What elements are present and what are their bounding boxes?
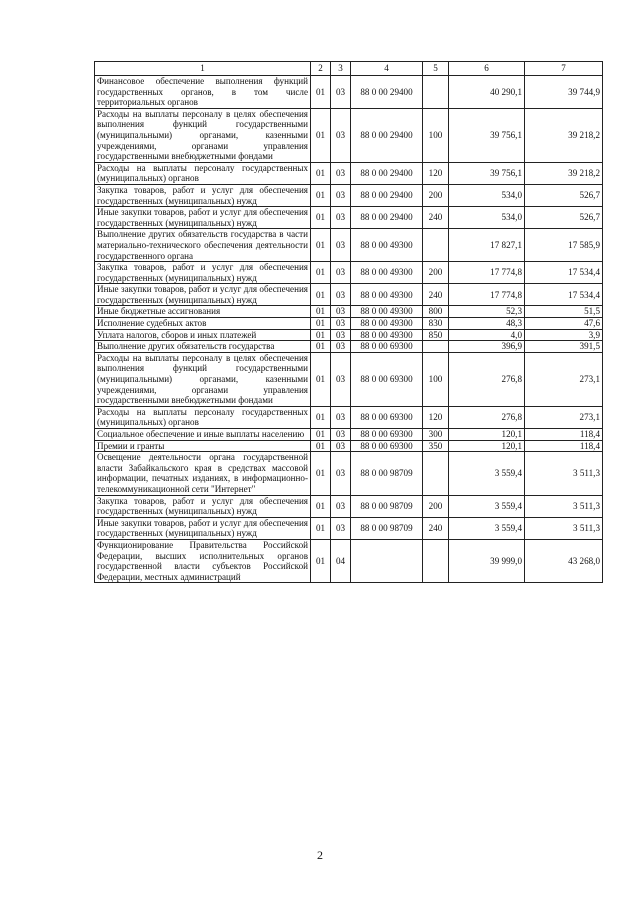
- subsection-code-cell: 03: [331, 329, 351, 341]
- target-article-cell: 88 0 00 29400: [351, 108, 423, 162]
- expense-type-cell: 200: [423, 262, 449, 284]
- header-cell: 5: [423, 62, 449, 76]
- row-name-cell: Выполнение других обязательств государства: [95, 341, 311, 353]
- row-name-cell: Закупка товаров, работ и услуг для обеспечения государственных (муниципальных) нужд: [95, 495, 311, 517]
- target-article-cell: 88 0 00 69300: [351, 406, 423, 428]
- subsection-code-cell: 03: [331, 341, 351, 353]
- amount-col7-cell: 3 511,3: [525, 495, 603, 517]
- row-name-cell: Расходы на выплаты персоналу государственных (муниципальных) органов: [95, 162, 311, 184]
- expense-type-cell: 240: [423, 517, 449, 539]
- expense-type-cell: [423, 341, 449, 353]
- row-name-cell: Иные бюджетные ассигнования: [95, 306, 311, 318]
- header-cell: 6: [449, 62, 525, 76]
- row-name-cell: Закупка товаров, работ и услуг для обеспечения государственных (муниципальных) нужд: [95, 184, 311, 206]
- amount-col6-cell: 39 756,1: [449, 162, 525, 184]
- page-number: 2: [317, 848, 323, 862]
- section-code-cell: 01: [311, 318, 331, 330]
- table-row: [95, 429, 603, 441]
- expense-type-cell: 800: [423, 306, 449, 318]
- target-article-cell: 88 0 00 69300: [351, 440, 423, 452]
- table-row: [95, 184, 603, 206]
- target-article-cell: 88 0 00 98709: [351, 495, 423, 517]
- target-article-cell: 88 0 00 69300: [351, 429, 423, 441]
- row-name-cell: Освещение деятельности органа государственной власти Забайкальского края в средствах массовой информации, печатных изданиях, в информационно-телекоммуникационной сети "Интернет": [95, 452, 311, 495]
- header-cell: 4: [351, 62, 423, 76]
- row-name-cell: Расходы на выплаты персоналу в целях обеспечения выполнения функций государственными (муниципальными) органами, казенными учреждениями, органами управления государственными внебюджетными фондами: [95, 108, 311, 162]
- table-row: [95, 329, 603, 341]
- section-code-cell: 01: [311, 517, 331, 539]
- amount-col6-cell: 48,3: [449, 318, 525, 330]
- table-row: [95, 539, 603, 582]
- table-row: [95, 207, 603, 229]
- target-article-cell: 88 0 00 29400: [351, 184, 423, 206]
- amount-col7-cell: 39 218,2: [525, 108, 603, 162]
- target-article-cell: 88 0 00 69300: [351, 341, 423, 353]
- amount-col7-cell: 17 534,4: [525, 284, 603, 306]
- subsection-code-cell: 03: [331, 429, 351, 441]
- expense-type-cell: [423, 229, 449, 262]
- section-code-cell: 01: [311, 495, 331, 517]
- target-article-cell: [351, 539, 423, 582]
- amount-col6-cell: 534,0: [449, 184, 525, 206]
- amount-col6-cell: 396,9: [449, 341, 525, 353]
- amount-col6-cell: 120,1: [449, 429, 525, 441]
- amount-col7-cell: 118,4: [525, 440, 603, 452]
- target-article-cell: 88 0 00 98709: [351, 452, 423, 495]
- amount-col6-cell: 52,3: [449, 306, 525, 318]
- amount-col7-cell: 526,7: [525, 184, 603, 206]
- target-article-cell: 88 0 00 49300: [351, 284, 423, 306]
- budget-table: [94, 61, 603, 583]
- subsection-code-cell: 03: [331, 76, 351, 109]
- header-cell: 2: [311, 62, 331, 76]
- subsection-code-cell: 03: [331, 184, 351, 206]
- subsection-code-cell: 04: [331, 539, 351, 582]
- expense-type-cell: [423, 76, 449, 109]
- table-row: [95, 284, 603, 306]
- amount-col6-cell: 17 774,8: [449, 262, 525, 284]
- section-code-cell: 01: [311, 207, 331, 229]
- row-name-cell: Выполнение других обязательств государства в части материально-технического обеспечения деятельности государственного органа: [95, 229, 311, 262]
- expense-type-cell: [423, 539, 449, 582]
- table-header-row: [95, 62, 603, 76]
- table-row: [95, 306, 603, 318]
- amount-col7-cell: 17 585,9: [525, 229, 603, 262]
- amount-col6-cell: 276,8: [449, 406, 525, 428]
- amount-col7-cell: 3 511,3: [525, 452, 603, 495]
- table-row: [95, 406, 603, 428]
- amount-col6-cell: 3 559,4: [449, 495, 525, 517]
- amount-col7-cell: 51,5: [525, 306, 603, 318]
- row-name-cell: Уплата налогов, сборов и иных платежей: [95, 329, 311, 341]
- table-row: [95, 495, 603, 517]
- section-code-cell: 01: [311, 108, 331, 162]
- amount-col6-cell: 17 827,1: [449, 229, 525, 262]
- amount-col6-cell: 276,8: [449, 352, 525, 406]
- section-code-cell: 01: [311, 406, 331, 428]
- subsection-code-cell: 03: [331, 284, 351, 306]
- section-code-cell: 01: [311, 262, 331, 284]
- amount-col7-cell: 39 218,2: [525, 162, 603, 184]
- subsection-code-cell: 03: [331, 262, 351, 284]
- table-row: [95, 341, 603, 353]
- section-code-cell: 01: [311, 341, 331, 353]
- row-name-cell: Финансовое обеспечение выполнения функций государственных органов, в том числе территориальных органов: [95, 76, 311, 109]
- subsection-code-cell: 03: [331, 495, 351, 517]
- section-code-cell: 01: [311, 76, 331, 109]
- expense-type-cell: 830: [423, 318, 449, 330]
- target-article-cell: 88 0 00 49300: [351, 329, 423, 341]
- expense-type-cell: 120: [423, 162, 449, 184]
- section-code-cell: 01: [311, 229, 331, 262]
- amount-col6-cell: 17 774,8: [449, 284, 525, 306]
- section-code-cell: 01: [311, 440, 331, 452]
- subsection-code-cell: 03: [331, 318, 351, 330]
- row-name-cell: Закупка товаров, работ и услуг для обеспечения государственных (муниципальных) нужд: [95, 262, 311, 284]
- row-name-cell: Социальное обеспечение и иные выплаты населению: [95, 429, 311, 441]
- section-code-cell: 01: [311, 306, 331, 318]
- amount-col7-cell: 3,9: [525, 329, 603, 341]
- amount-col7-cell: 17 534,4: [525, 262, 603, 284]
- table-row: [95, 262, 603, 284]
- target-article-cell: 88 0 00 49300: [351, 262, 423, 284]
- amount-col6-cell: 3 559,4: [449, 517, 525, 539]
- amount-col6-cell: 534,0: [449, 207, 525, 229]
- amount-col6-cell: 4,0: [449, 329, 525, 341]
- row-name-cell: Иные закупки товаров, работ и услуг для обеспечения государственных (муниципальных) нужд: [95, 284, 311, 306]
- subsection-code-cell: 03: [331, 162, 351, 184]
- row-name-cell: Функционирование Правительства Российской Федерации, высших исполнительных органов государственной власти субъектов Российской Федерации, местных администраций: [95, 539, 311, 582]
- subsection-code-cell: 03: [331, 229, 351, 262]
- section-code-cell: 01: [311, 429, 331, 441]
- amount-col6-cell: 39 999,0: [449, 539, 525, 582]
- expense-type-cell: 120: [423, 406, 449, 428]
- expense-type-cell: 100: [423, 352, 449, 406]
- expense-type-cell: 850: [423, 329, 449, 341]
- table-row: [95, 452, 603, 495]
- subsection-code-cell: 03: [331, 440, 351, 452]
- header-cell: 7: [525, 62, 603, 76]
- target-article-cell: 88 0 00 29400: [351, 162, 423, 184]
- subsection-code-cell: 03: [331, 406, 351, 428]
- table-row: [95, 162, 603, 184]
- table-row: [95, 229, 603, 262]
- table-row: [95, 108, 603, 162]
- section-code-cell: 01: [311, 162, 331, 184]
- section-code-cell: 01: [311, 539, 331, 582]
- expense-type-cell: 300: [423, 429, 449, 441]
- table-row: [95, 517, 603, 539]
- row-name-cell: Иные закупки товаров, работ и услуг для обеспечения государственных (муниципальных) нужд: [95, 207, 311, 229]
- expense-type-cell: 200: [423, 184, 449, 206]
- section-code-cell: 01: [311, 329, 331, 341]
- amount-col6-cell: 39 756,1: [449, 108, 525, 162]
- amount-col7-cell: 3 511,3: [525, 517, 603, 539]
- target-article-cell: 88 0 00 29400: [351, 207, 423, 229]
- amount-col7-cell: 391,5: [525, 341, 603, 353]
- amount-col7-cell: 39 744,9: [525, 76, 603, 109]
- expense-type-cell: 350: [423, 440, 449, 452]
- subsection-code-cell: 03: [331, 352, 351, 406]
- subsection-code-cell: 03: [331, 108, 351, 162]
- expense-type-cell: 100: [423, 108, 449, 162]
- target-article-cell: 88 0 00 29400: [351, 76, 423, 109]
- expense-type-cell: [423, 452, 449, 495]
- amount-col6-cell: 40 290,1: [449, 76, 525, 109]
- amount-col7-cell: 273,1: [525, 406, 603, 428]
- section-code-cell: 01: [311, 184, 331, 206]
- row-name-cell: Премии и гранты: [95, 440, 311, 452]
- table-row: [95, 76, 603, 109]
- amount-col7-cell: 273,1: [525, 352, 603, 406]
- row-name-cell: Иные закупки товаров, работ и услуг для обеспечения государственных (муниципальных) нужд: [95, 517, 311, 539]
- section-code-cell: 01: [311, 452, 331, 495]
- subsection-code-cell: 03: [331, 452, 351, 495]
- subsection-code-cell: 03: [331, 207, 351, 229]
- target-article-cell: 88 0 00 49300: [351, 318, 423, 330]
- row-name-cell: Исполнение судебных актов: [95, 318, 311, 330]
- target-article-cell: 88 0 00 49300: [351, 229, 423, 262]
- amount-col6-cell: 120,1: [449, 440, 525, 452]
- amount-col7-cell: 47,6: [525, 318, 603, 330]
- row-name-cell: Расходы на выплаты персоналу государственных (муниципальных) органов: [95, 406, 311, 428]
- row-name-cell: Расходы на выплаты персоналу в целях обеспечения выполнения функций государственными (муниципальными) органами, казенными учреждениями, органами управления государственными внебюджетными фондами: [95, 352, 311, 406]
- section-code-cell: 01: [311, 352, 331, 406]
- table-row: [95, 352, 603, 406]
- expense-type-cell: 240: [423, 284, 449, 306]
- subsection-code-cell: 03: [331, 517, 351, 539]
- amount-col7-cell: 526,7: [525, 207, 603, 229]
- expense-type-cell: 200: [423, 495, 449, 517]
- expense-type-cell: 240: [423, 207, 449, 229]
- target-article-cell: 88 0 00 98709: [351, 517, 423, 539]
- target-article-cell: 88 0 00 49300: [351, 306, 423, 318]
- amount-col7-cell: 118,4: [525, 429, 603, 441]
- amount-col6-cell: 3 559,4: [449, 452, 525, 495]
- table-row: [95, 440, 603, 452]
- header-cell: 1: [95, 62, 311, 76]
- table-row: [95, 318, 603, 330]
- subsection-code-cell: 03: [331, 306, 351, 318]
- section-code-cell: 01: [311, 284, 331, 306]
- target-article-cell: 88 0 00 69300: [351, 352, 423, 406]
- amount-col7-cell: 43 268,0: [525, 539, 603, 582]
- header-cell: 3: [331, 62, 351, 76]
